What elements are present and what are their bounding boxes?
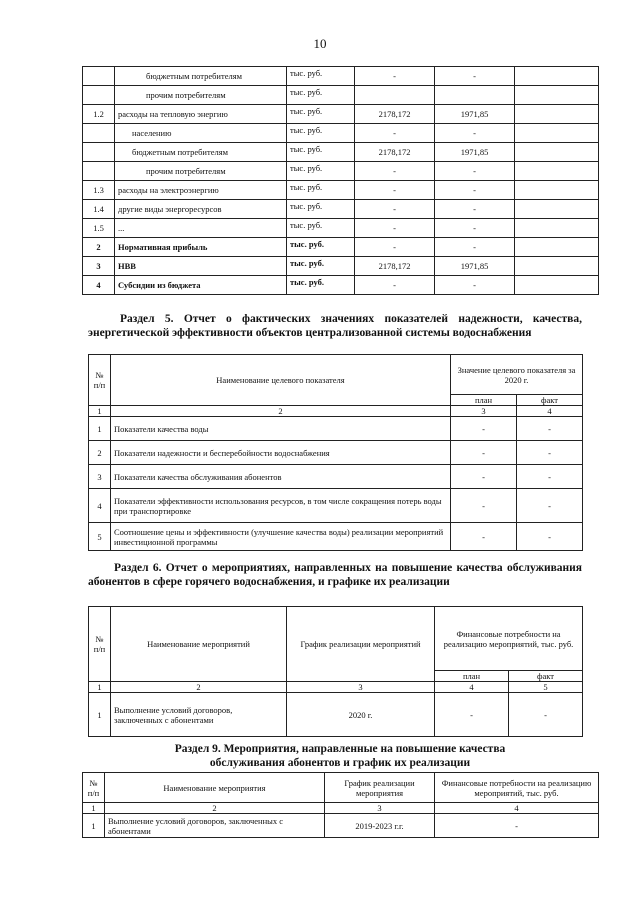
row-fact: - [517,523,583,551]
row-plan [355,86,435,105]
table-row [83,86,599,105]
table-row [83,219,599,238]
s5-header-plan: план [451,395,517,406]
row-unit: тыс. руб. [287,200,355,219]
row-name: Показатели качества воды [111,417,451,441]
row-plan: 2178,172 [355,143,435,162]
table-row [89,489,583,523]
row-name: расходы на тепловую энергию [115,105,287,124]
row-name: прочим потребителям [115,86,287,105]
row-fact: - [517,489,583,523]
row-name: Показатели надежности и бесперебойности водоснабжения [111,441,451,465]
s6-header-num: № п/п [89,607,111,682]
row-plan: - [355,219,435,238]
s5-header-value: Значение целевого показателя за 2020 г. [451,355,583,395]
row-fact: - [435,238,515,257]
table-row [89,417,583,441]
row-number: 1.4 [83,200,115,219]
s6-header-schedule: График реализации мероприятий [287,607,435,682]
table-row [83,105,599,124]
row-name: НВВ [115,257,287,276]
row-name: бюджетным потребителям [115,67,287,86]
s9-header-schedule: График реализации мероприятия [325,773,435,803]
row-fact: - [517,441,583,465]
row-number: 1 [89,417,111,441]
row-fact: - [435,67,515,86]
section5-table [88,354,583,551]
row-fact: 1971,85 [435,143,515,162]
table-row [83,67,599,86]
row-empty [515,162,599,181]
row-empty [515,86,599,105]
row-number [83,162,115,181]
column-number: 1 [89,682,111,693]
row-unit: тыс. руб. [287,86,355,105]
row-unit: тыс. руб. [287,257,355,276]
row-name: Соотношение цены и эффективности (улучшение качества воды) реализации мероприятий инвестиционной программы [111,523,451,551]
row-plan: - [451,417,517,441]
row-number: 5 [89,523,111,551]
row-number [83,143,115,162]
row-number: 4 [83,276,115,295]
row-unit: тыс. руб. [287,67,355,86]
s6-header-name: Наименование мероприятий [111,607,287,682]
row-name: другие виды энергоресурсов [115,200,287,219]
column-number: 3 [287,682,435,693]
row-fact: - [435,219,515,238]
row-name: населению [115,124,287,143]
row-fact: 1971,85 [435,257,515,276]
row-empty [515,219,599,238]
table-row [89,441,583,465]
row-plan: - [355,124,435,143]
table-row [83,257,599,276]
row-name: Нормативная прибыль [115,238,287,257]
section6-table [88,606,583,737]
row-plan: - [355,238,435,257]
column-number: 2 [105,803,325,814]
row-fact: - [435,124,515,143]
row-plan: - [451,489,517,523]
table-row: 1 Выполнение условий договоров, заключенных с абонентами 2020 г. - - [89,693,583,737]
row-plan: - [451,523,517,551]
table-row [83,143,599,162]
row-fact [435,86,515,105]
row-unit: тыс. руб. [287,124,355,143]
cost-table [82,66,599,295]
column-number: 4 [517,406,583,417]
s5-header-fact: факт [517,395,583,406]
row-number: 2 [83,238,115,257]
table-row [89,465,583,489]
row-fact: - [435,162,515,181]
table-row [83,238,599,257]
table-row [83,162,599,181]
row-plan: - [451,465,517,489]
row-plan: - [355,200,435,219]
s6-header-plan: план [435,671,509,682]
row-plan: - [355,181,435,200]
row-name: Субсидии из бюджета [115,276,287,295]
section9-heading: Раздел 9. Мероприятия, направленные на повышение качества обслуживания абонентов и график их реализации [174,743,506,769]
row-number: 3 [83,257,115,276]
row-plan: 2178,172 [355,257,435,276]
row-empty [515,276,599,295]
row-name: ... [115,219,287,238]
s9-header-num: № п/п [83,773,105,803]
column-number: 5 [509,682,583,693]
row-name: Показатели качества обслуживания абонентов [111,465,451,489]
row-number: 2 [89,441,111,465]
row-fact: - [435,181,515,200]
s5-header-name: Наименование целевого показателя [111,355,451,406]
column-number: 2 [111,406,451,417]
column-number: 4 [435,682,509,693]
table-row [83,181,599,200]
row-fact: - [435,276,515,295]
row-fact: - [517,465,583,489]
row-name: расходы на электроэнергию [115,181,287,200]
s5-header-num: № п/п [89,355,111,406]
row-plan: - [355,162,435,181]
row-name: прочим потребителям [115,162,287,181]
row-fact: - [517,417,583,441]
row-empty [515,257,599,276]
section6-heading: Раздел 6. Отчет о мероприятиях, направленных на повышение качества обслуживания абонентов в сфере горячего водоснабжения, и графике их реализации [88,562,582,588]
s9-header-finance: Финансовые потребности на реализацию мероприятий, тыс. руб. [435,773,599,803]
row-unit: тыс. руб. [287,238,355,257]
row-empty [515,238,599,257]
row-unit: тыс. руб. [287,219,355,238]
section9-table [82,772,599,838]
column-number: 4 [435,803,599,814]
row-number [83,67,115,86]
table-row [83,200,599,219]
s6-header-fact: факт [509,671,583,682]
row-unit: тыс. руб. [287,143,355,162]
row-number: 1.3 [83,181,115,200]
s6-header-finance: Финансовые потребности на реализацию мероприятий, тыс. руб. [435,607,583,671]
s9-header-name: Наименование мероприятия [105,773,325,803]
column-number: 3 [325,803,435,814]
table-row: 1 Выполнение условий договоров, заключенных с абонентами 2019-2023 г.г. - [83,814,599,838]
row-plan: 2178,172 [355,105,435,124]
row-number: 4 [89,489,111,523]
row-fact: - [435,200,515,219]
table-row [83,276,599,295]
column-number: 3 [451,406,517,417]
row-number [83,124,115,143]
page-number: 10 [313,36,327,51]
row-name: бюджетным потребителям [115,143,287,162]
row-empty [515,67,599,86]
row-plan: - [355,67,435,86]
table-row [83,124,599,143]
row-empty [515,124,599,143]
row-empty [515,143,599,162]
column-number: 1 [83,803,105,814]
row-empty [515,105,599,124]
row-name: Показатели эффективности использования ресурсов, в том числе сокращения потерь воды при транспортировке [111,489,451,523]
row-empty [515,181,599,200]
row-plan: - [355,276,435,295]
column-number: 1 [89,406,111,417]
table-row [89,523,583,551]
row-number: 1.2 [83,105,115,124]
row-empty [515,200,599,219]
row-unit: тыс. руб. [287,105,355,124]
row-number: 3 [89,465,111,489]
row-plan: - [451,441,517,465]
row-unit: тыс. руб. [287,181,355,200]
row-fact: 1971,85 [435,105,515,124]
row-number [83,86,115,105]
row-number: 1.5 [83,219,115,238]
section5-heading: Раздел 5. Отчет о фактических значениях показателей надежности, качества, энергетической эффективности объектов централизованной системы водоснабжения [88,313,582,339]
column-number: 2 [111,682,287,693]
row-unit: тыс. руб. [287,162,355,181]
row-unit: тыс. руб. [287,276,355,295]
